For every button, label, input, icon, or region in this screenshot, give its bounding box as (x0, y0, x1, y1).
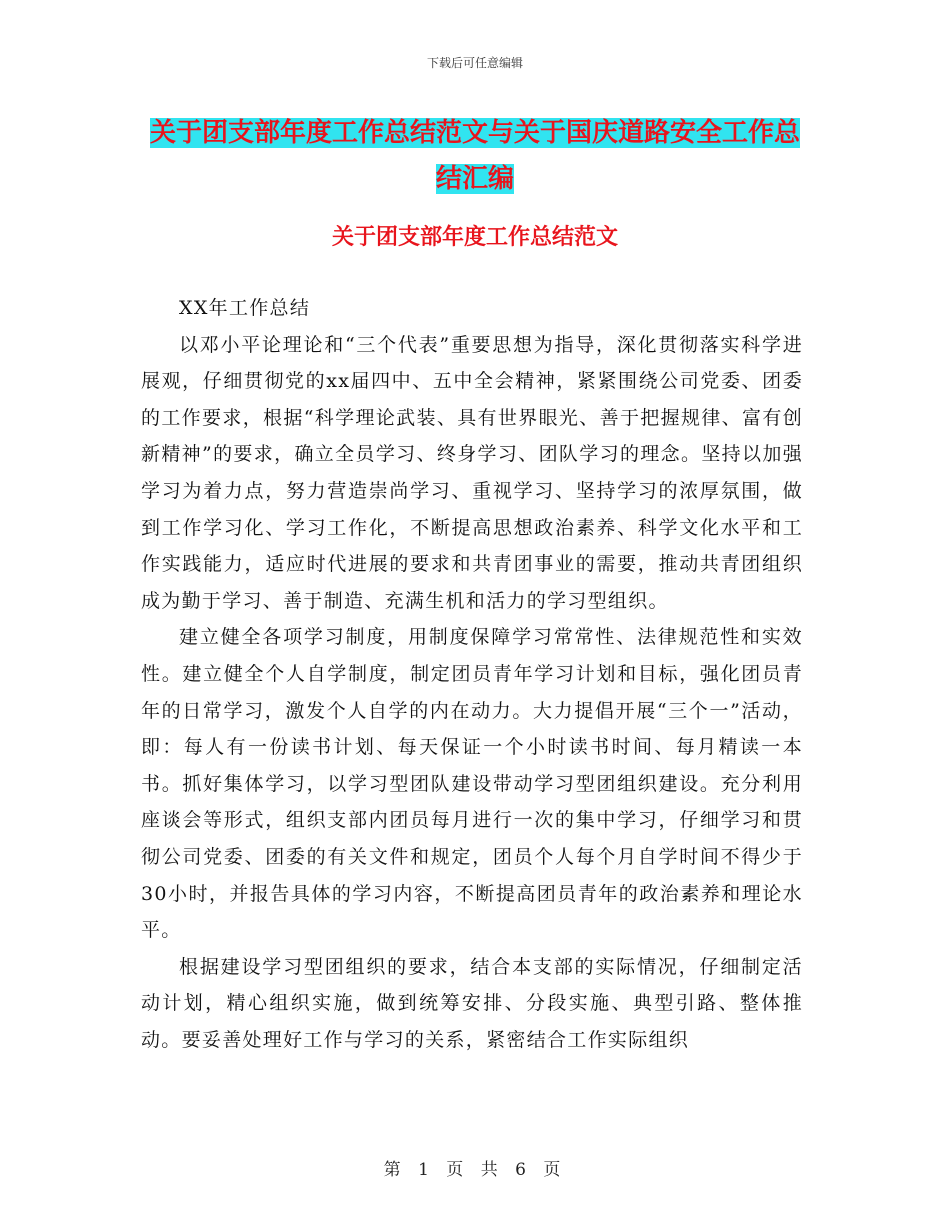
section-title: 关于团支部年度工作总结范文 (331, 225, 618, 250)
header-note: 下载后可任意编辑 (426, 56, 523, 70)
page-footer: 第 1 页 共 6 页 (383, 1160, 567, 1180)
body-paragraph-3: 根据建设学习型团组织的要求，结合本支部的实际情况，仔细制定活动计划，精心组织实施，做到统筹安排、分段实施、典型引路、整体推动。要妥善处理好工作与学习的关系，紧密结合工作实际组织 (141, 955, 803, 1051)
document-body (141, 290, 803, 1058)
body-paragraph-2: 建立健全各项学习制度，用制度保障学习常常性、法律规范性和实效性。建立健全个人自学制度，制定团员青年学习计划和目标，强化团员青年的日常学习，激发个人自学的内在动力。大力提倡开展“三个一”活动，即：每人有一份读书计划、每天保证一个小时读书时间、每月精读一本书。抓好集体学习，以学习型团队建设带动学习型团组织建设。充分利用座谈会等形式，组织支部内团员每月进行一次的集中学习，仔细学习和贯彻公司党委、团委的有关文件和规定，团员个人每个月自学时间不得少于30小时，并报告具体的学习内容，不断提高团员青年的政治素养和理论水平。 (141, 626, 803, 942)
body-paragraph-1: 以邓小平论理论和“三个代表”重要思想为指导，深化贯彻落实科学进展观，仔细贯彻党的xx届四中、五中全会精神，紧紧围绕公司党委、团委的工作要求，根据“科学理论武装、具有世界眼光、善于把握规律、富有创新精神”的要求，确立全员学习、终身学习、团队学习的理念。坚持以加强学习为着力点，努力营造崇尚学习、重视学习、坚持学习的浓厚氛围，做到工作学习化、学习工作化，不断提高思想政治素养、科学文化水平和工作实践能力，适应时代进展的要求和共青团事业的需要，推动共青团组织成为勤于学习、善于制造、充满生机和活力的学习型组织。 (141, 333, 803, 612)
main-title-text: 关于团支部年度工作总结范文与关于国庆道路安全工作总结汇编 (150, 118, 801, 194)
document-main-title (150, 110, 800, 202)
section-heading: XX年工作总结 (179, 297, 311, 319)
